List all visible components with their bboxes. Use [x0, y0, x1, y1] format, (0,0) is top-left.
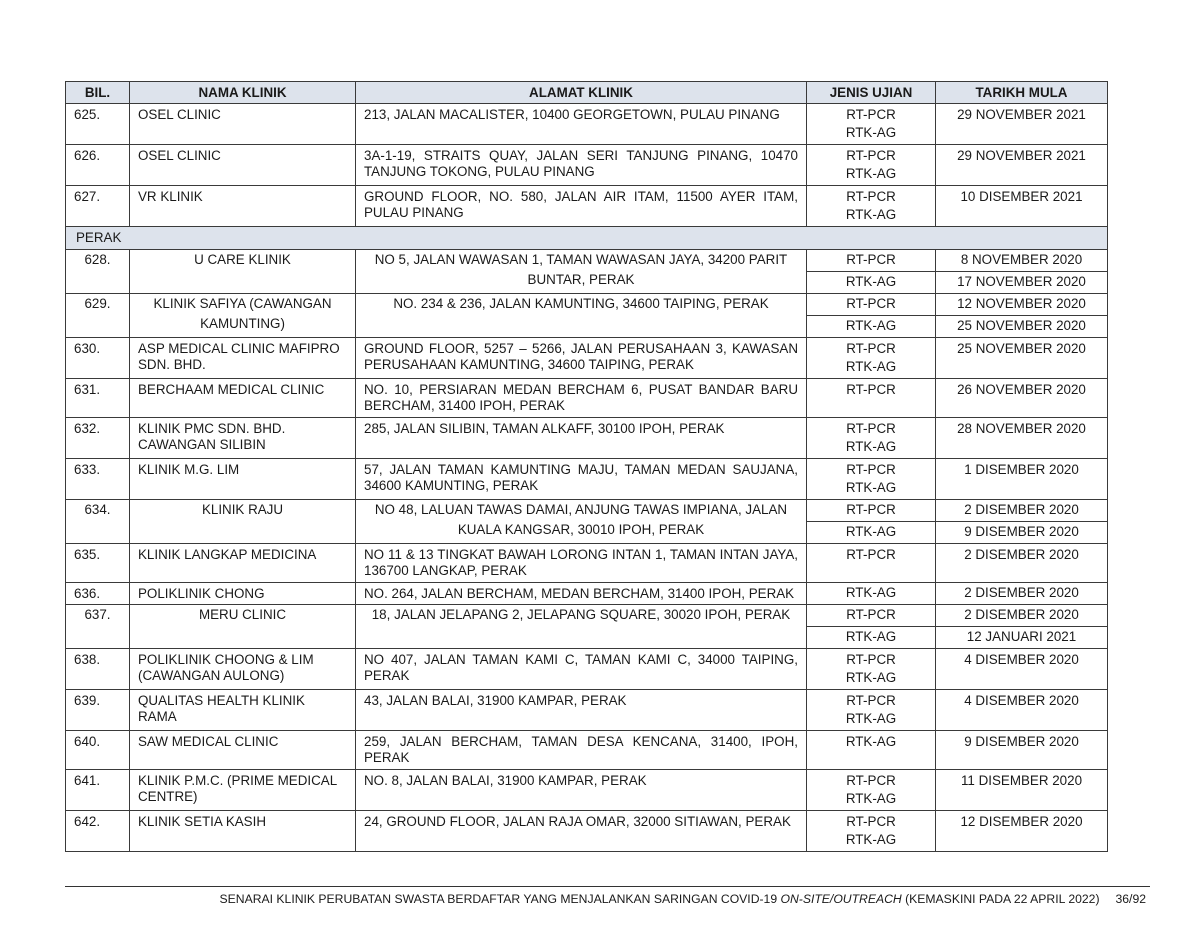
start-date: 8 NOVEMBER 2020	[960, 252, 1083, 267]
row-number: 625.	[74, 107, 101, 122]
start-date: 26 NOVEMBER 2020	[957, 382, 1086, 397]
table-row	[66, 459, 1108, 500]
row-number: 640.	[74, 734, 101, 749]
row-number: 630.	[74, 341, 101, 356]
clinic-address: 18, JALAN JELAPANG 2, JELAPANG SQUARE, 30020 IPOH, PERAK	[371, 607, 791, 622]
footer-divider	[65, 886, 1150, 887]
test-type: RTK-AG	[845, 480, 897, 495]
footer-text-italic: ON-SITE/OUTREACH	[780, 892, 902, 906]
table-header-row	[66, 82, 1108, 104]
start-date: 12 JANUARI 2021	[966, 629, 1077, 644]
clinic-address: 3A-1-19, STRAITS QUAY, JALAN SERI TANJUNG PINANG, 10470 TANJUNG TOKONG, PULAU PINANG	[364, 148, 798, 179]
clinic-address: 259, JALAN BERCHAM, TAMAN DESA KENCANA, 31400, IPOH, PERAK	[364, 734, 798, 765]
header-alamat-klinik: ALAMAT KLINIK	[356, 82, 807, 104]
table-row	[66, 294, 1108, 316]
clinic-name: KLINIK M.G. LIM	[138, 462, 240, 477]
footer-text-before: SENARAI KLINIK PERUBATAN SWASTA BERDAFTAR YANG MENJALANKAN SARINGAN COVID-19	[219, 892, 781, 906]
row-number: 636.	[74, 585, 101, 601]
clinic-name: OSEL CLINIC	[138, 148, 221, 163]
table-row	[66, 649, 1108, 690]
clinic-name: MERU CLINIC	[198, 607, 287, 622]
test-type: RT-PCR	[846, 652, 896, 667]
clinic-name: KLINIK P.M.C. (PRIME MEDICAL CENTRE)	[138, 773, 337, 804]
start-date: 9 DISEMBER 2020	[964, 734, 1079, 749]
clinic-name: SAW MEDICAL CLINIC	[138, 734, 279, 749]
clinic-address: NO 5, JALAN WAWASAN 1, TAMAN WAWASAN JAYA, 34200 PARIT BUNTAR, PERAK	[374, 252, 788, 287]
clinic-address: NO 407, JALAN TAMAN KAMI C, TAMAN KAMI C, 34000 TAIPING, PERAK	[364, 652, 798, 683]
clinic-address: NO 11 & 13 TINGKAT BAWAH LORONG INTAN 1, TAMAN INTAN JAYA, 136700 LANGKAP, PERAK	[364, 547, 798, 578]
table-row	[66, 500, 1108, 522]
row-number: 639.	[74, 693, 101, 708]
table-row	[66, 338, 1108, 379]
clinic-address: 24, GROUND FLOOR, JALAN RAJA OMAR, 32000 SITIAWAN, PERAK	[364, 814, 791, 829]
row-number: 632.	[74, 421, 101, 436]
clinic-name: POLIKLINIK CHOONG & LIM (CAWANGAN AULONG)	[138, 652, 314, 683]
test-type: RTK-AG	[845, 274, 897, 289]
start-date: 1 DISEMBER 2020	[964, 462, 1079, 477]
region-row	[66, 227, 1108, 250]
header-nama-klinik: NAMA KLINIK	[130, 82, 356, 104]
clinic-address: GROUND FLOOR, 5257 – 5266, JALAN PERUSAHAAN 3, KAWASAN PERUSAHAAN KAMUNTING, 34600 TAIPING, PERAK	[364, 341, 798, 372]
row-number: 641.	[74, 773, 101, 788]
table-row	[66, 811, 1108, 852]
table-row	[66, 104, 1108, 145]
start-date: 2 DISEMBER 2020	[964, 607, 1079, 622]
table-row	[66, 583, 1108, 605]
region-label: PERAK	[66, 227, 1108, 250]
test-type: RTK-AG	[845, 791, 897, 806]
start-date: 29 NOVEMBER 2021	[957, 107, 1086, 122]
clinic-name: KLINIK PMC SDN. BHD. CAWANGAN SILIBIN	[138, 421, 286, 452]
table-row	[66, 605, 1108, 627]
start-date: 11 DISEMBER 2020	[960, 773, 1083, 788]
test-type: RT-PCR	[846, 462, 896, 477]
clinic-address: NO 48, LALUAN TAWAS DAMAI, ANJUNG TAWAS IMPIANA, JALAN KUALA KANGSAR, 30010 IPOH, PERAK	[374, 502, 788, 537]
footer-title	[220, 892, 1100, 906]
test-type: RT-PCR	[846, 252, 896, 267]
test-type: RT-PCR	[846, 421, 896, 436]
footer-text-after: (KEMASKINI PADA 22 APRIL 2022)	[901, 892, 1100, 906]
row-number: 635.	[74, 547, 101, 562]
test-type: RTK-AG	[845, 711, 897, 726]
test-type: RT-PCR	[846, 341, 896, 356]
test-type: RTK-AG	[845, 166, 897, 181]
start-date: 4 DISEMBER 2020	[964, 652, 1079, 667]
header-tarikh-mula: TARIKH MULA	[936, 82, 1108, 104]
start-date: 9 DISEMBER 2020	[964, 524, 1079, 539]
test-type: RTK-AG	[845, 439, 897, 454]
clinic-name: KLINIK RAJU	[201, 502, 284, 517]
clinic-name: QUALITAS HEALTH KLINIK RAMA	[138, 693, 305, 724]
clinic-name: KLINIK SETIA KASIH	[138, 814, 267, 829]
test-type: RTK-AG	[845, 125, 897, 140]
clinic-address: 213, JALAN MACALISTER, 10400 GEORGETOWN, PULAU PINANG	[364, 107, 780, 122]
clinic-address: NO. 10, PERSIARAN MEDAN BERCHAM 6, PUSAT BANDAR BARU BERCHAM, 31400 IPOH, PERAK	[364, 382, 798, 413]
test-type: RTK-AG	[845, 734, 897, 749]
test-type: RT-PCR	[846, 773, 896, 788]
row-number: 626.	[74, 148, 101, 163]
table-row	[66, 690, 1108, 731]
start-date: 12 NOVEMBER 2020	[957, 296, 1086, 311]
test-type: RT-PCR	[846, 502, 896, 517]
clinic-name: KLINIK LANGKAP MEDICINA	[138, 547, 317, 562]
start-date: 2 DISEMBER 2020	[964, 502, 1079, 517]
test-type: RT-PCR	[846, 107, 896, 122]
clinic-name: KLINIK SAFIYA (CAWANGAN KAMUNTING)	[153, 296, 332, 331]
row-number: 638.	[74, 652, 101, 667]
page-number: 36/92	[1115, 892, 1146, 906]
clinic-name: ASP MEDICAL CLINIC MAFIPRO SDN. BHD.	[138, 341, 340, 372]
table-row	[66, 250, 1108, 272]
start-date: 28 NOVEMBER 2020	[957, 421, 1086, 436]
test-type: RT-PCR	[846, 296, 896, 311]
test-type: RT-PCR	[846, 148, 896, 163]
start-date: 2 DISEMBER 2020	[964, 547, 1079, 562]
start-date: 25 NOVEMBER 2020	[957, 318, 1086, 333]
row-number: 629.	[84, 296, 111, 311]
start-date: 4 DISEMBER 2020	[964, 693, 1079, 708]
row-number: 633.	[74, 462, 101, 477]
test-type: RT-PCR	[846, 814, 896, 829]
table-row	[66, 379, 1108, 418]
header-bil: BIL.	[66, 82, 130, 104]
table-row	[66, 418, 1108, 459]
test-type: RT-PCR	[846, 693, 896, 708]
clinic-name: POLIKLINIK CHONG	[138, 585, 265, 601]
start-date: 29 NOVEMBER 2021	[957, 148, 1086, 163]
row-number: 628.	[84, 252, 111, 267]
clinic-address: NO. 264, JALAN BERCHAM, MEDAN BERCHAM, 31400 IPOH, PERAK	[364, 585, 795, 601]
page-footer	[65, 892, 1150, 906]
clinic-name: VR KLINIK	[138, 189, 203, 204]
test-type: RTK-AG	[845, 832, 897, 847]
clinic-name: OSEL CLINIC	[138, 107, 221, 122]
start-date: 17 NOVEMBER 2020	[957, 274, 1086, 289]
start-date: 10 DISEMBER 2021	[960, 189, 1083, 204]
row-number: 634.	[84, 502, 111, 517]
start-date: 2 DISEMBER 2020	[964, 585, 1079, 600]
row-number: 642.	[74, 814, 101, 829]
test-type: RT-PCR	[846, 189, 896, 204]
clinic-address: 285, JALAN SILIBIN, TAMAN ALKAFF, 30100 IPOH, PERAK	[364, 421, 725, 436]
clinic-address: 57, JALAN TAMAN KAMUNTING MAJU, TAMAN MEDAN SAUJANA, 34600 KAMUNTING, PERAK	[364, 462, 798, 493]
clinic-address: NO. 8, JALAN BALAI, 31900 KAMPAR, PERAK	[364, 773, 647, 788]
table-row	[66, 770, 1108, 811]
header-jenis-ujian: JENIS UJIAN	[807, 82, 936, 104]
clinic-name: U CARE KLINIK	[194, 252, 291, 267]
row-number: 637.	[84, 607, 111, 622]
test-type: RTK-AG	[845, 359, 897, 374]
test-type: RTK-AG	[845, 585, 897, 600]
table-row	[66, 186, 1108, 227]
test-type: RTK-AG	[845, 629, 897, 644]
table-row	[66, 731, 1108, 770]
test-type: RT-PCR	[846, 382, 896, 397]
clinic-name: BERCHAAM MEDICAL CLINIC	[138, 382, 325, 397]
test-type: RTK-AG	[845, 670, 897, 685]
test-type: RT-PCR	[846, 547, 896, 562]
clinic-table	[65, 81, 1108, 852]
clinic-address: NO. 234 & 236, JALAN KAMUNTING, 34600 TAIPING, PERAK	[393, 296, 769, 311]
test-type: RTK-AG	[845, 207, 897, 222]
clinic-address: GROUND FLOOR, NO. 580, JALAN AIR ITAM, 11500 AYER ITAM, PULAU PINANG	[364, 189, 798, 220]
test-type: RT-PCR	[846, 607, 896, 622]
row-number: 631.	[74, 382, 101, 397]
row-number: 627.	[74, 189, 101, 204]
start-date: 25 NOVEMBER 2020	[957, 341, 1086, 356]
table-row	[66, 145, 1108, 186]
clinic-address: 43, JALAN BALAI, 31900 KAMPAR, PERAK	[364, 693, 627, 708]
test-type: RTK-AG	[845, 318, 897, 333]
start-date: 12 DISEMBER 2020	[960, 814, 1083, 829]
table-row	[66, 544, 1108, 583]
test-type: RTK-AG	[845, 524, 897, 539]
